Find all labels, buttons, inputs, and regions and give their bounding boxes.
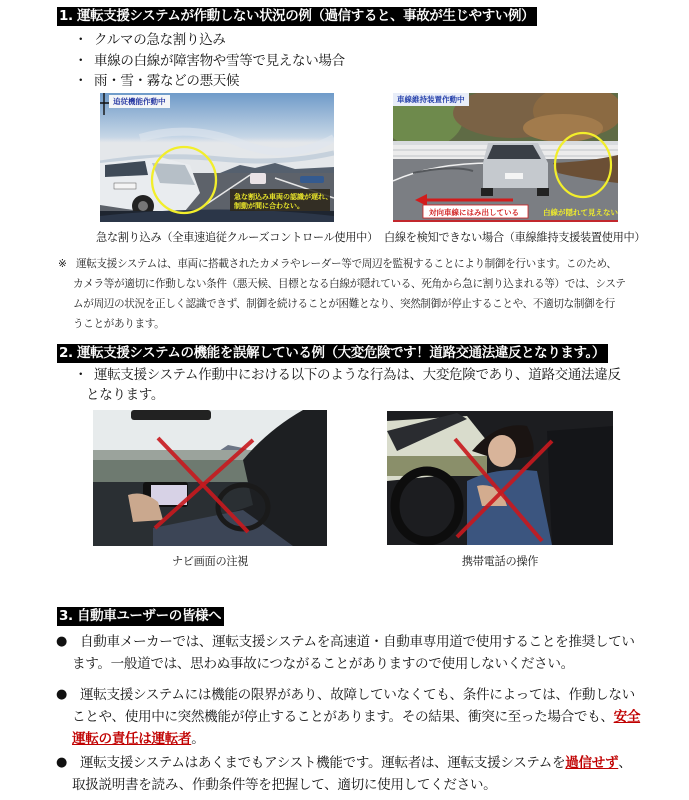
note-line: 運転支援システムは、車両に搭載されたカメラやレーダー等で周辺を監視することにより制御を行います。このため、 [76, 258, 617, 270]
section1-bullet [74, 52, 345, 70]
emphasis-safety-responsibility: 運転の責任は運転者 [72, 731, 192, 747]
bullet-text: 車線の白線が障害物や雪等で見えない場合 [94, 53, 345, 69]
photo-tag: 追従機能作動中 [109, 95, 170, 108]
bullet-text: 雨・雪・霧などの悪天候 [94, 73, 240, 89]
section1-heading: 1. 運転支援システムが作動しない状況の例（過信すると、事故が生じやすい例） [57, 7, 537, 26]
bullet-dot: ・ [74, 73, 88, 89]
photo-tag: 車線維持装置作動中 [393, 93, 469, 106]
section3-heading: 3. 自動車ユーザーの皆様へ [57, 607, 224, 626]
photo-caption: 白線を検知できない場合（車線維持支援装置使用中） [384, 231, 646, 244]
photo-overlay-text: 制動が間に合わない。 [234, 202, 304, 210]
bullet-text: クルマの急な割り込み [94, 32, 226, 48]
section2-bullet [74, 366, 621, 384]
section1-note [58, 254, 678, 334]
para-text: 、 [618, 755, 632, 771]
note-line: うことがあります。 [73, 318, 165, 330]
note-mark: ※ [58, 258, 67, 270]
bullet-dot-icon: ● [56, 687, 67, 702]
emphasis-safety-responsibility: 安全 [613, 709, 641, 725]
section2-bullet-cont: となります。 [86, 387, 165, 403]
para-line: 取扱説明書を読み、作動条件等を把握して、適切に使用してください。 [72, 777, 497, 793]
bullet-dot: ・ [74, 53, 88, 69]
photo-navi-screen-gaze [93, 410, 327, 546]
photo-sudden-cut-in [100, 93, 334, 222]
para-line: 運転支援システムには機能の限界があり、故障していなくても、条件によっては、作動しない [80, 687, 635, 703]
note-line: カメラ等が適切に作動しない条件（悪天候、目標となる白線が隠れている、死角から急に割り込まれる等）では、システ [73, 278, 626, 290]
emphasis-no-overconfidence: 過信せず [565, 755, 619, 771]
para-line: 自動車メーカーでは、運転支援システムを高速道・自動車専用道で使用することを推奨してい [80, 634, 635, 650]
bullet-dot: ・ [74, 367, 88, 383]
section3-paragraph [56, 684, 682, 750]
bullet-dot-icon: ● [56, 755, 67, 770]
photo-caption: ナビ画面の注視 [171, 555, 249, 568]
section1-bullet [74, 31, 226, 49]
bullet-dot: ・ [74, 32, 88, 48]
bullet-dot-icon: ● [56, 634, 67, 649]
photo-lane-not-detected [393, 93, 618, 222]
section2-heading: 2. 運転支援システムの機能を誤解している例（大変危険です！道路交通法違反となります。） [57, 344, 608, 363]
photo-phone-operation [387, 411, 613, 545]
para-line: ます。一般道では、思わぬ事故につながることがありますので使用しないください。 [72, 656, 574, 672]
photo-red-label: 対向車線にはみ出している [429, 208, 519, 217]
section1-bullet [74, 72, 239, 90]
photo-caption: 急な割り込み（全車速追従クルーズコントロール使用中） [96, 231, 378, 244]
note-line: ムが周辺の状況を正しく認識できず、制御を続けることが困難となり、突然制御が停止することや、不適切な制御を行 [73, 298, 615, 310]
para-text: 運転支援システムはあくまでもアシスト機能です。運転者は、運転支援システムを [80, 755, 566, 771]
section3-paragraph [56, 631, 682, 675]
photo-overlay-text: 急な割込み車両の認識が遅れ、 [234, 193, 333, 201]
photo-caption: 携帯電話の操作 [461, 555, 539, 568]
para-text: 。 [191, 731, 205, 747]
photo-yellow-label: 白線が隠れて見えない [543, 208, 618, 217]
section3-paragraph [56, 752, 682, 796]
para-text: ことや、使用中に突然機能が停止することがあります。その結果、衝突に至った場合でも、 [72, 709, 614, 725]
bullet-text: 運転支援システム作動中における以下のような行為は、大変危険であり、道路交通法違反 [94, 367, 621, 383]
